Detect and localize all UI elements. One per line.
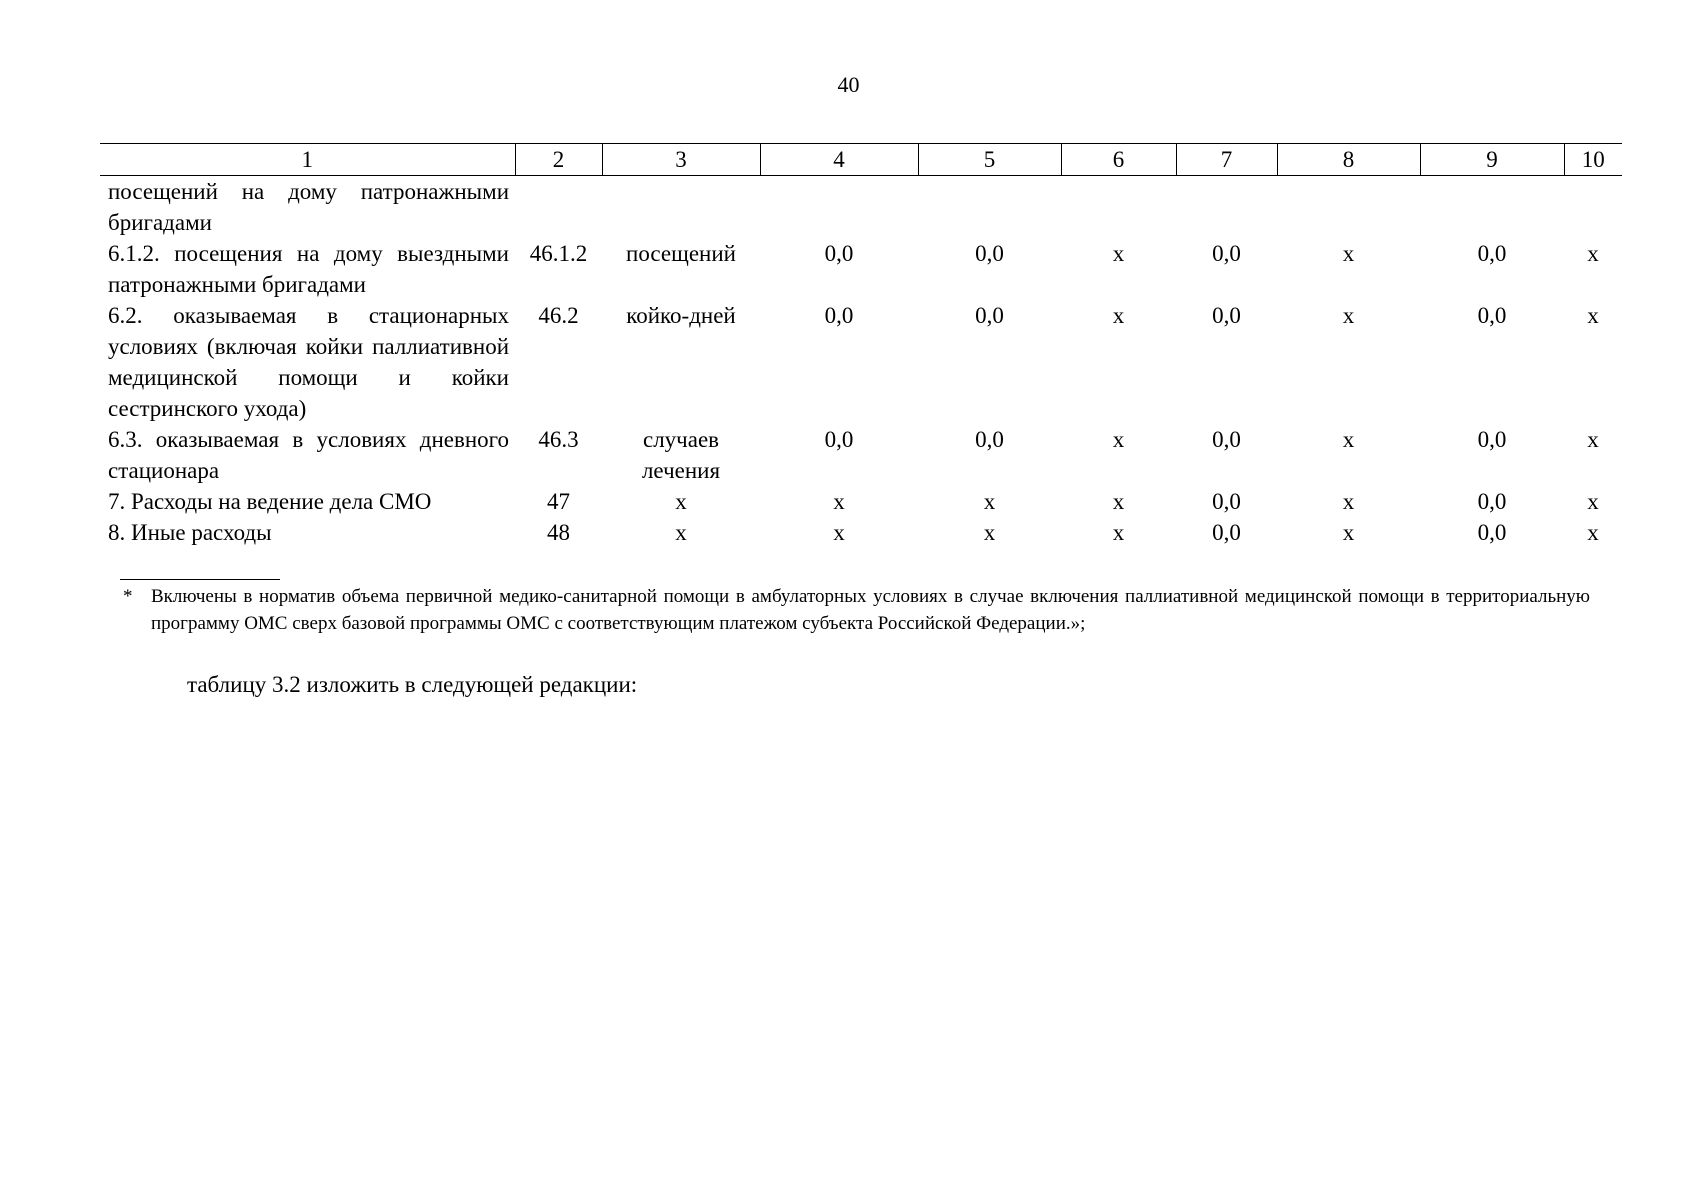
column-header: 4: [760, 144, 918, 176]
table-header-row: [100, 144, 1622, 176]
table-cell: 0,0: [1477, 241, 1507, 266]
table-cell: посещений: [626, 241, 736, 266]
table-cell: 46.1.2: [529, 241, 588, 266]
table-cell: [515, 176, 602, 239]
table-cell: 0,0: [1477, 303, 1507, 328]
table-cell: х: [833, 520, 845, 545]
footnote-separator: [120, 579, 280, 580]
table-row: [100, 424, 1622, 486]
table-cell: х: [675, 520, 687, 545]
row-description: 7. Расходы на ведение дела СМО: [108, 489, 432, 514]
table-cell: х: [983, 520, 996, 545]
row-description: 6.1.2. посещения на дому выездными патронажными бригадами: [108, 241, 509, 297]
table-cell: 0,0: [824, 303, 854, 328]
column-header: 10: [1564, 144, 1622, 176]
page-number: 40: [837, 72, 860, 97]
table-cell: 0,0: [975, 241, 1004, 266]
table-cell: [1564, 176, 1622, 239]
table-cell: 0,0: [1212, 241, 1241, 266]
table-cell: х: [1342, 489, 1355, 514]
table-cell: х: [1587, 427, 1599, 452]
column-header: 1: [100, 144, 515, 176]
table-cell: 0,0: [975, 427, 1004, 452]
table-cell: х: [833, 489, 845, 514]
table-cell: 0,0: [1477, 489, 1507, 514]
footnote-text: Включены в норматив объема первичной медико-санитарной помощи в амбулаторных условиях в случае включения паллиативной медицинской помощи в территориальную программу ОМС сверх базовой программы ОМС с соответствующим платежом субъекта Российской Федерации.»;: [151, 586, 1590, 634]
table-cell: х: [1112, 303, 1125, 328]
row-description: 8. Иные расходы: [108, 520, 272, 545]
table-cell: х: [1112, 241, 1125, 266]
column-header: 6: [1061, 144, 1176, 176]
table-row: [100, 486, 1622, 517]
table-row: [100, 176, 1622, 239]
table-cell: х: [1112, 520, 1125, 545]
table-row: [100, 238, 1622, 300]
table-cell: 48: [547, 520, 570, 545]
column-header: 2: [515, 144, 602, 176]
table-cell: [760, 176, 918, 239]
table-cell: 0,0: [1477, 427, 1507, 452]
table-cell: [1061, 176, 1176, 239]
table-cell: х: [675, 489, 687, 514]
table-cell: х: [1342, 520, 1355, 545]
footnote: [120, 583, 1590, 637]
table-cell: х: [1112, 489, 1125, 514]
column-header: 7: [1176, 144, 1277, 176]
row-description: 6.3. оказываемая в условиях дневного стационара: [108, 427, 509, 483]
table-cell: 0,0: [1212, 489, 1241, 514]
data-table: [100, 143, 1622, 548]
table-cell: 0,0: [824, 241, 854, 266]
table-cell: 0,0: [1212, 427, 1241, 452]
table-cell: [1277, 176, 1420, 239]
table-cell: х: [983, 489, 996, 514]
column-header: 5: [918, 144, 1061, 176]
table-cell: 0,0: [1212, 520, 1241, 545]
table-cell: 47: [547, 489, 570, 514]
table-cell: [1420, 176, 1564, 239]
column-header: 3: [602, 144, 760, 176]
footnote-mark: *: [123, 586, 133, 607]
table-cell: х: [1342, 427, 1355, 452]
table-row: [100, 517, 1622, 548]
table-cell: 46.3: [538, 427, 579, 452]
table-cell: койко-дней: [626, 303, 736, 328]
table-cell: 0,0: [1477, 520, 1507, 545]
column-header: 8: [1277, 144, 1420, 176]
table-cell: [918, 176, 1061, 239]
table-cell: 0,0: [824, 427, 854, 452]
table-cell: х: [1587, 489, 1599, 514]
table-cell: х: [1342, 241, 1355, 266]
table-cell: х: [1342, 303, 1355, 328]
table-cell: случаев лечения: [641, 427, 721, 483]
row-description: посещений на дому патронажными бригадами: [108, 179, 509, 235]
table-cell: 46.2: [538, 303, 579, 328]
table-cell: х: [1112, 427, 1125, 452]
table-row: [100, 300, 1622, 424]
table-cell: х: [1587, 303, 1599, 328]
table-cell: [1176, 176, 1277, 239]
table-cell: х: [1587, 520, 1599, 545]
body-paragraph: таблицу 3.2 изложить в следующей редакции:: [187, 672, 638, 697]
column-header: 9: [1420, 144, 1564, 176]
table-cell: 0,0: [975, 303, 1004, 328]
row-description: 6.2. оказываемая в стационарных условиях (включая койки паллиативной медицинской помощи и койки сестринского ухода): [108, 303, 509, 421]
table-cell: х: [1587, 241, 1599, 266]
table-cell: [602, 176, 760, 239]
table-cell: 0,0: [1212, 303, 1241, 328]
